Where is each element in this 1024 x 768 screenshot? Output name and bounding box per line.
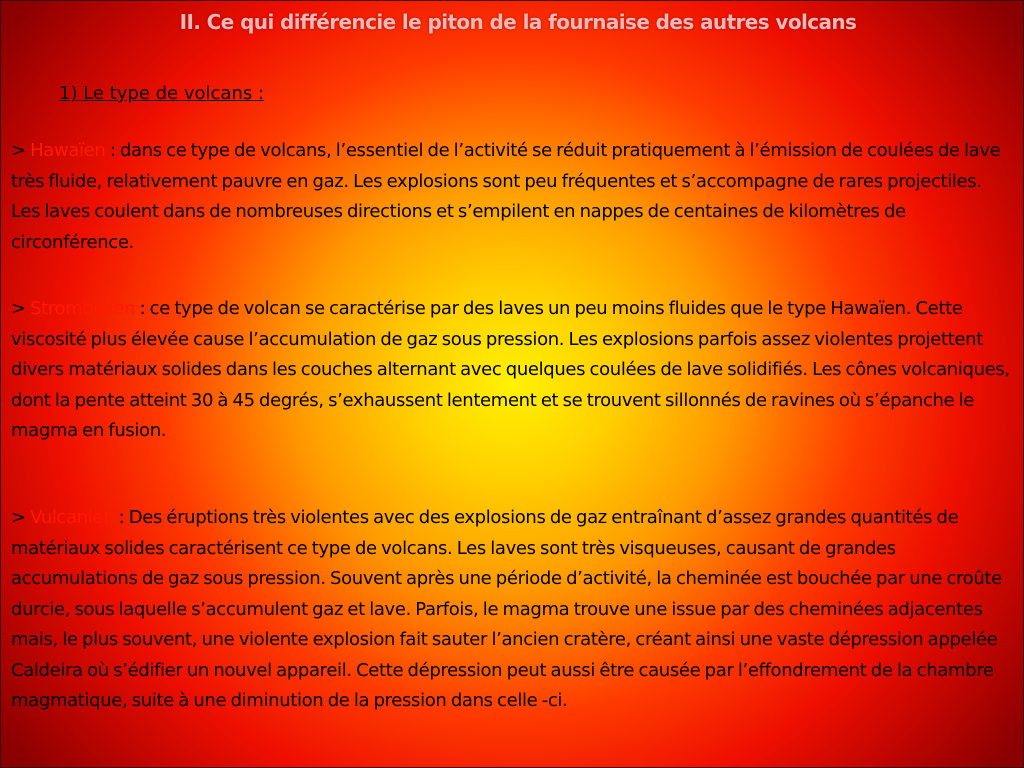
bullet-marker: >	[11, 298, 26, 319]
volcano-type-term: Hawaïen	[30, 140, 106, 161]
paragraph-text: : dans ce type de volcans, l’essentiel de l’activité se réduit pratiquement à l’émission de coulées de lave très fluide, relativement pauvre en gaz. Les explosions sont peu fréquentes et s’accompagne de rares projectiles. Les laves coulent dans de nombreuses directions et s’empilent en nappes de centaines de kilomètres de circonférence.	[11, 140, 1001, 253]
volcano-type-term: Vulcanien	[30, 507, 115, 528]
paragraph-vulcanien	[11, 503, 1015, 717]
paragraph-text: : Des éruptions très violentes avec des explosions de gaz entraînant d’assez grandes quantités de matériaux solides caractérisent ce type de volcans. Les laves sont très visqueuses, causant de grandes accumulations de gaz sous pression. Souvent après une période d’activité, la cheminée est bouchée par une croûte durcie, sous laquelle s’accumulent gaz et lave. Parfois, le magma trouve une issue par des cheminées adjacentes mais, le plus souvent, une violente explosion fait sauter l’ancien cratère, créant ainsi une vaste dépression appelée Caldeira où s’édifier un nouvel appareil. Cette dépression peut aussi être causée par l’effondrement de la chambre magmatique, suite à une diminution de la pression dans celle -ci.	[11, 507, 1002, 711]
paragraph-strombolien	[11, 294, 1015, 447]
section-subtitle: 1) Le type de volcans :	[59, 83, 265, 104]
bullet-marker: >	[11, 507, 26, 528]
volcano-type-term: Strombolien	[30, 298, 136, 319]
paragraph-text: : ce type de volcan se caractérise par des laves un peu moins fluides que le type Hawaïen. Cette viscosité plus élevée cause l’accumulation de gaz sous pression. Les explosions parfois assez violentes projettent divers matériaux solides dans les couches alternant avec quelques coulées de lave solidifiés. Les cônes volcaniques, dont la pente atteint 30 à 45 degrés, s’exhaussent lentement et se trouvent sillonnés de ravines où s’épanche le magma en fusion.	[11, 298, 1010, 441]
slide-title: II. Ce qui différencie le piton de la fournaise des autres volcans	[179, 10, 857, 34]
paragraph-hawaien	[11, 136, 1015, 258]
bullet-marker: >	[11, 140, 26, 161]
